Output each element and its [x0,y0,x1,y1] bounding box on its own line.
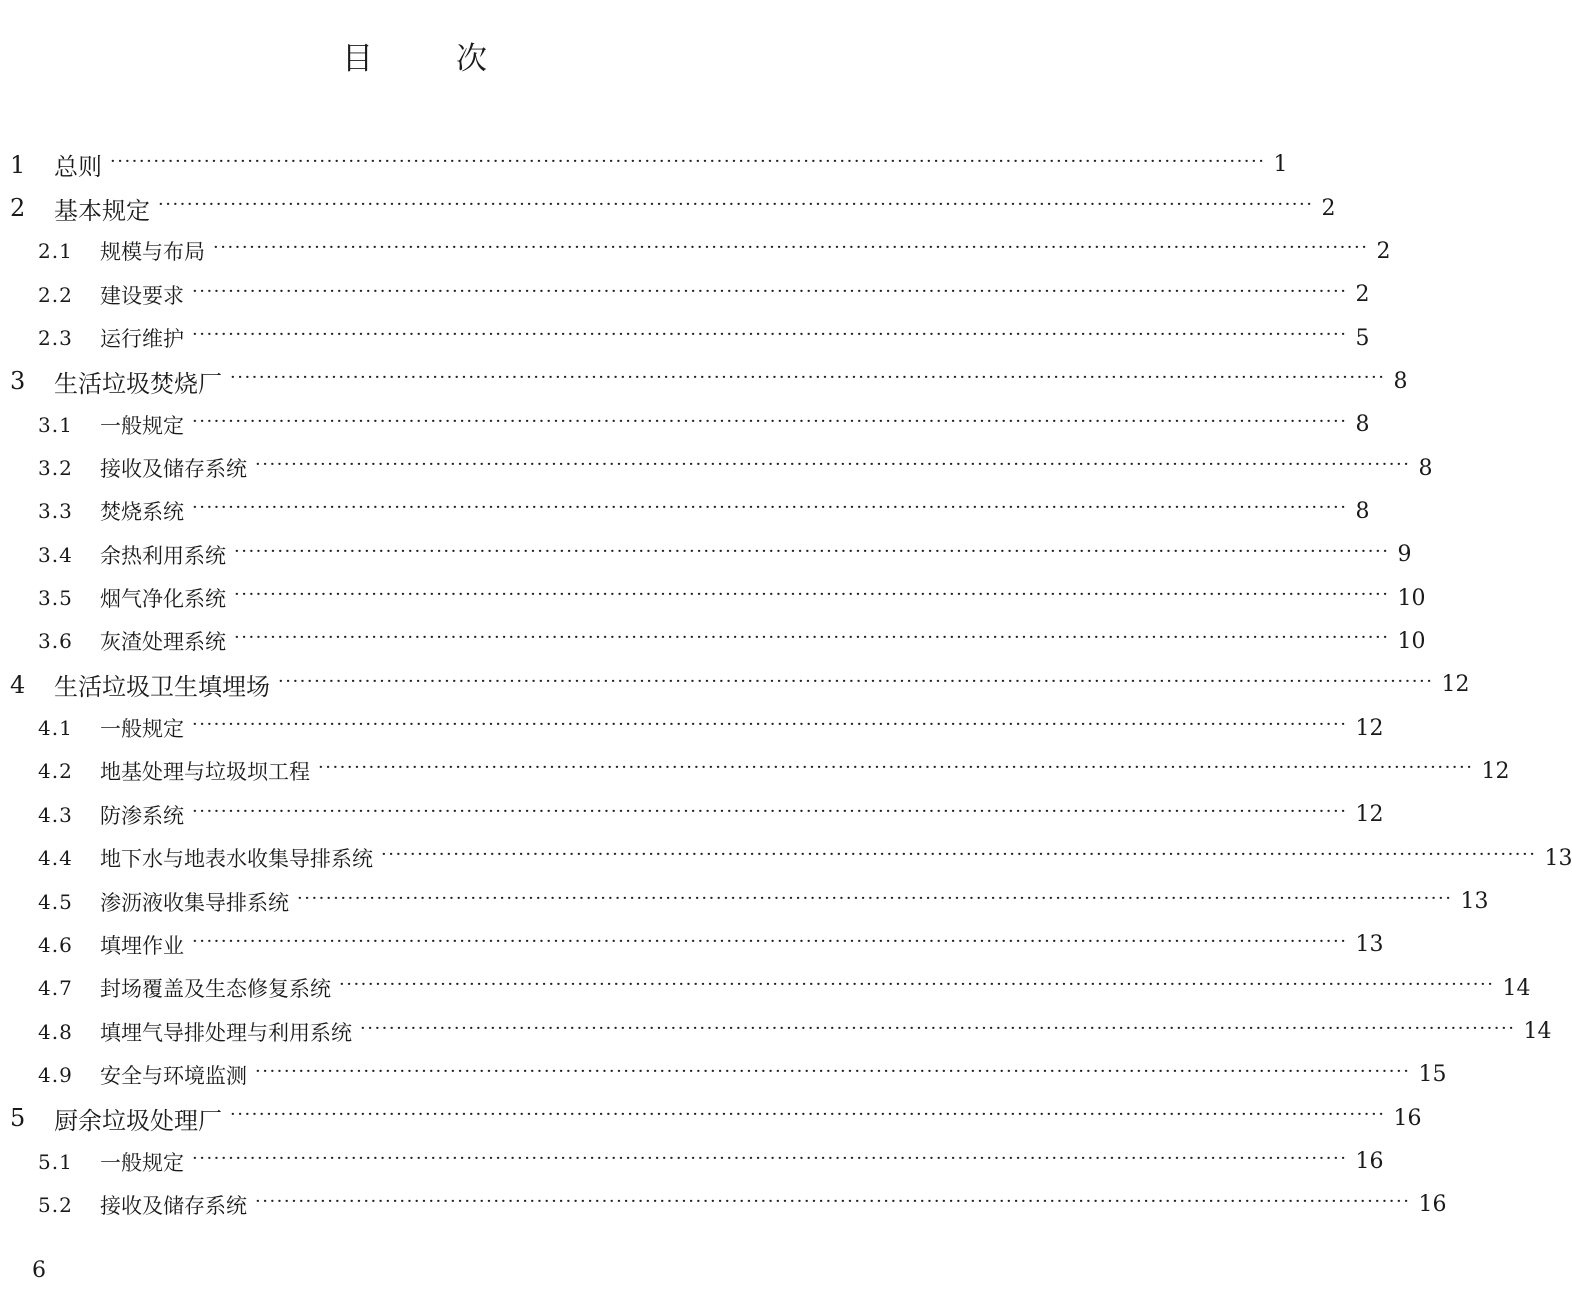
toc-entry-number: 1 [10,150,26,179]
toc-section-entry[interactable] [0,880,1489,923]
toc-entry-page: 5 [1355,325,1370,351]
toc-section-entry[interactable] [0,1140,1384,1183]
toc-entry-page: 16 [1418,1192,1447,1218]
toc-entry-number: 2 [10,194,26,223]
toc-entry-page: 13 [1355,932,1384,958]
toc-entry-page: 8 [1355,498,1370,524]
toc-entry-number: 4 [10,670,26,699]
toc-dot-leader: ································································································································································ [339,974,1495,996]
toc-entry-title: 建设要求 [100,283,184,308]
table-of-contents [0,143,1572,1227]
toc-entry-title: 规模与布局 [100,240,205,265]
toc-entry-title: 接收及储存系统 [100,457,247,482]
toc-entry-title: 厨余垃圾处理厂 [54,1106,222,1135]
toc-section-entry[interactable] [0,446,1433,489]
toc-entry-page: 10 [1397,585,1426,611]
toc-entry-page: 2 [1355,282,1370,308]
toc-dot-leader: ································································································································································ [255,1060,1411,1082]
toc-entry-number: 4.9 [38,1062,73,1087]
toc-entry-title: 总则 [54,153,102,182]
toc-dot-leader: ································································································································································ [110,150,1266,172]
toc-entry-page: 8 [1355,412,1370,438]
toc-entry-number: 3.5 [38,586,73,611]
toc-entry-number: 4.2 [38,759,73,784]
toc-entry-page: 13 [1544,845,1572,871]
toc-entry-page: 1 [1273,152,1288,178]
toc-entry-page: 12 [1355,802,1384,828]
toc-entry-page: 8 [1393,368,1408,394]
toc-section-entry[interactable] [0,273,1370,316]
toc-dot-leader: ································································································································································ [297,887,1453,909]
toc-entry-title: 基本规定 [54,196,150,225]
toc-dot-leader: ································································································································································ [213,237,1369,259]
toc-entry-number: 3.1 [38,412,73,437]
toc-entry-title: 生活垃圾卫生填埋场 [54,673,270,702]
toc-entry-title: 运行维护 [100,327,184,352]
toc-dot-leader: ································································································································································ [230,367,1386,389]
toc-section-entry[interactable] [0,576,1426,619]
toc-entry-number: 5 [10,1104,26,1133]
toc-dot-leader: ································································································································································ [234,584,1390,606]
toc-entry-title: 灰渣处理系统 [100,630,226,655]
toc-entry-page: 9 [1397,542,1412,568]
toc-section-entry[interactable] [0,706,1384,749]
toc-dot-leader: ································································································································································ [192,1147,1348,1169]
toc-entry-page: 13 [1460,889,1489,915]
toc-section-entry[interactable] [0,793,1384,836]
toc-entry-number: 4.8 [38,1019,73,1044]
toc-entry-page: 2 [1321,195,1336,221]
toc-section-entry[interactable] [0,230,1391,273]
toc-section-entry[interactable] [0,1183,1447,1226]
toc-section-entry[interactable] [0,1053,1447,1096]
toc-chapter-entry[interactable] [0,1097,1422,1140]
toc-entry-number: 3.2 [38,456,73,481]
toc-entry-number: 2.1 [38,239,73,264]
toc-entry-page: 12 [1481,758,1510,784]
toc-dot-leader: ································································································································································ [234,540,1390,562]
toc-chapter-entry[interactable] [0,663,1470,706]
toc-entry-number: 3.3 [38,499,73,524]
toc-entry-number: 5.1 [38,1149,73,1174]
toc-section-entry[interactable] [0,316,1370,359]
toc-entry-title: 余热利用系统 [100,543,226,568]
toc-entry-number: 2.2 [38,282,73,307]
toc-dot-leader: ································································································································································ [234,627,1390,649]
toc-entry-title: 填埋作业 [100,933,184,958]
toc-section-entry[interactable] [0,750,1510,793]
toc-entry-number: 3.4 [38,542,73,567]
toc-chapter-entry[interactable] [0,143,1288,186]
toc-section-entry[interactable] [0,490,1370,533]
toc-dot-leader: ································································································································································ [318,757,1474,779]
toc-section-entry[interactable] [0,403,1370,446]
toc-dot-leader: ································································································································································ [192,324,1348,346]
toc-dot-leader: ································································································································································ [381,844,1537,866]
toc-dot-leader: ································································································································································ [158,194,1314,216]
toc-section-entry[interactable] [0,967,1531,1010]
toc-entry-title: 渗沥液收集导排系统 [100,890,289,915]
toc-dot-leader: ································································································································································ [192,930,1348,952]
toc-entry-number: 3.6 [38,629,73,654]
toc-entry-title: 烟气净化系统 [100,587,226,612]
toc-entry-page: 12 [1355,715,1384,741]
page-title-char-1: 目 [342,41,373,77]
toc-entry-number: 2.3 [38,326,73,351]
toc-dot-leader: ································································································································································ [360,1017,1516,1039]
toc-entry-title: 填埋气导排处理与利用系统 [100,1020,352,1045]
toc-entry-number: 4.5 [38,889,73,914]
toc-entry-page: 12 [1441,672,1470,698]
toc-entry-page: 15 [1418,1062,1447,1088]
toc-entry-page: 2 [1376,238,1391,264]
toc-entry-page: 16 [1355,1149,1384,1175]
page-title-char-2: 次 [456,41,487,77]
toc-entry-page: 14 [1502,975,1531,1001]
toc-entry-page: 8 [1418,455,1433,481]
toc-entry-page: 10 [1397,628,1426,654]
toc-entry-page: 14 [1523,1019,1552,1045]
toc-section-entry[interactable] [0,1010,1552,1053]
toc-dot-leader: ································································································································································ [192,410,1348,432]
toc-entry-number: 5.2 [38,1192,73,1217]
toc-entry-number: 4.7 [38,976,73,1001]
toc-section-entry[interactable] [0,533,1412,576]
toc-dot-leader: ································································································································································ [192,497,1348,519]
toc-section-entry[interactable] [0,923,1384,966]
toc-entry-title: 接收及储存系统 [100,1193,247,1218]
toc-entry-title: 焚烧系统 [100,500,184,525]
toc-entry-title: 封场覆盖及生态修复系统 [100,977,331,1002]
toc-section-entry[interactable] [0,837,1572,880]
toc-chapter-entry[interactable] [0,186,1336,229]
toc-chapter-entry[interactable] [0,360,1408,403]
toc-dot-leader: ································································································································································ [192,714,1348,736]
toc-entry-number: 4.1 [38,716,73,741]
toc-dot-leader: ································································································································································ [192,280,1348,302]
toc-entry-title: 安全与环境监测 [100,1063,247,1088]
toc-dot-leader: ································································································································································ [255,454,1411,476]
toc-section-entry[interactable] [0,620,1426,663]
toc-entry-number: 4.3 [38,802,73,827]
toc-dot-leader: ································································································································································ [255,1190,1411,1212]
page-number-footer: 6 [32,1258,46,1283]
toc-dot-leader: ································································································································································ [278,670,1434,692]
toc-entry-title: 一般规定 [100,413,184,438]
toc-entry-number: 4.6 [38,932,73,957]
toc-entry-title: 地下水与地表水收集导排系统 [100,847,373,872]
toc-entry-title: 一般规定 [100,717,184,742]
toc-entry-title: 防渗系统 [100,803,184,828]
toc-entry-page: 16 [1393,1105,1422,1131]
toc-dot-leader: ································································································································································ [230,1104,1386,1126]
toc-entry-title: 一般规定 [100,1150,184,1175]
toc-entry-number: 4.4 [38,846,73,871]
toc-dot-leader: ································································································································································ [192,800,1348,822]
toc-entry-title: 地基处理与垃圾坝工程 [100,760,310,785]
page-title [0,34,832,84]
toc-entry-title: 生活垃圾焚烧厂 [54,369,222,398]
toc-entry-number: 3 [10,367,26,396]
